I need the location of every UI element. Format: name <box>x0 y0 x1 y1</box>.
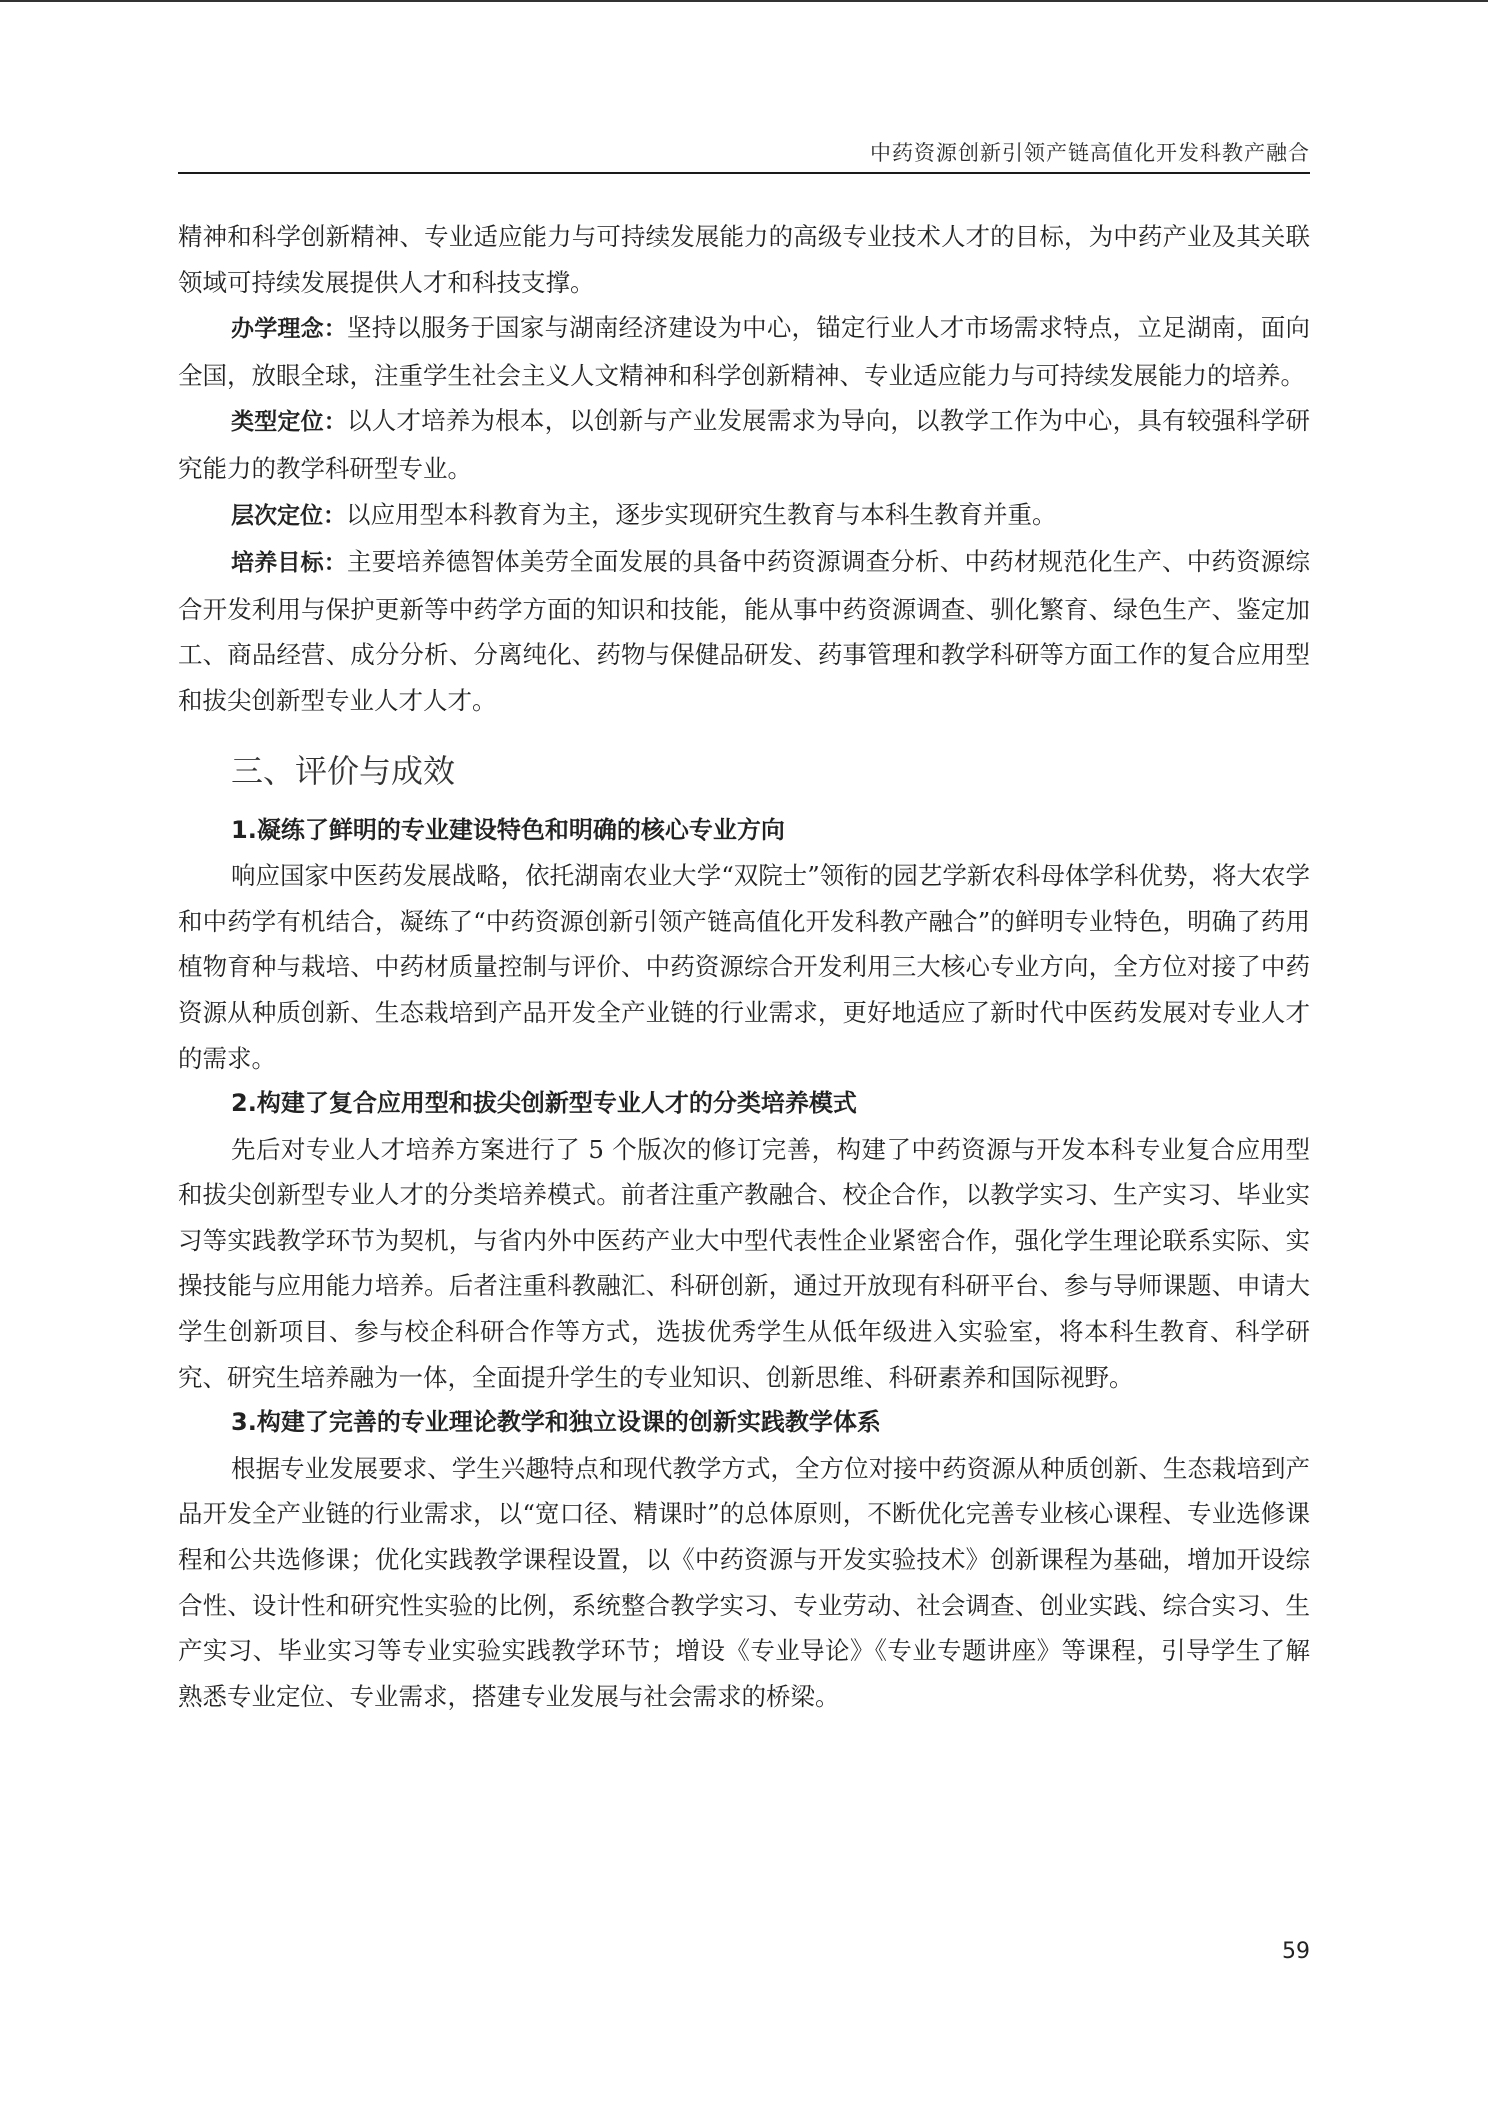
subsection-heading-2: 2.构建了复合应用型和拔尖创新型专业人才的分类培养模式 <box>231 1089 857 1118</box>
item-text: 主要培养德智体美劳全面发展的具备中药资源调查分析、中药材规范化生产、中药资源综合开发利用与保护更新等中药学方面的知识和技能，能从事中药资源调查、驯化繁育、绿色生产、鉴定加工、商品经营、成分分析、分离纯化、药物与保健品研发、药事管理和教学科研等方面工作的复合应用型和拔尖创新型专业人才人才。 <box>178 547 1311 715</box>
running-header: 中药资源创新引领产链高值化开发科教产融合 <box>870 141 1310 165</box>
section-title: 三、评价与成效 <box>231 751 456 790</box>
item-paragraph-goal <box>178 539 1310 723</box>
page-body <box>178 214 1310 1719</box>
item-text: 坚持以服务于国家与湖南经济建设为中心，锚定行业人才市场需求特点，立足湖南，面向全国，放眼全球，注重学生社会主义人文精神和科学创新精神、专业适应能力与可持续发展能力的培养。 <box>178 313 1311 390</box>
item-text: 以应用型本科教育为主，逐步实现研究生教育与本科生教育并重。 <box>346 499 1057 529</box>
subsection-paragraph-2: 先后对专业人才培养方案进行了 5 个版次的修订完善，构建了中药资源与开发本科专业复合应用型和拔尖创新型专业人才的分类培养模式。前者注重产教融合、校企合作，以教学实习、生产实习、毕业实习等实践教学环节为契机，与省内外中医药产业大中型代表性企业紧密合作，强化学生理论联系实际、实操技能与应用能力培养。后者注重科教融汇、科研创新，通过开放现有科研平台、参与导师课题、申请大学生创新项目、参与校企科研合作等方式，选拔优秀学生从低年级进入实验室，将本科生教育、科学研究、研究生培养融为一体，全面提升学生的专业知识、创新思维、科研素养和国际视野。 <box>178 1134 1310 1392</box>
subsection-paragraph-3: 根据专业发展要求、学生兴趣特点和现代教学方式，全方位对接中药资源从种质创新、生态栽培到产品开发全产业链的行业需求，以“宽口径、精课时”的总体原则，不断优化完善专业核心课程、专业选修课程和公共选修课；优化实践教学课程设置，以《中药资源与开发实验技术》创新课程为基础，增加开设综合性、设计性和研究性实验的比例，系统整合教学实习、专业劳动、社会调查、创业实践、综合实习、生产实习、毕业实习等专业实验实践教学环节；增设《专业导论》《专业专题讲座》等课程，引导学生了解熟悉专业定位、专业需求，搭建专业发展与社会需求的桥梁。 <box>178 1453 1310 1711</box>
item-label: 类型定位： <box>231 409 347 436</box>
item-paragraph-level <box>178 492 1310 540</box>
header-rule <box>178 172 1310 174</box>
item-text: 以人才培养为根本，以创新与产业发展需求为导向，以教学工作为中心，具有较强科学研究能力的教学科研型专业。 <box>178 406 1311 483</box>
subsection-heading-1: 1.凝练了鲜明的专业建设特色和明确的核心专业方向 <box>231 815 785 844</box>
top-border-rule <box>0 0 1488 2</box>
page-number: 59 <box>1282 1939 1310 1964</box>
item-label: 层次定位： <box>231 502 346 529</box>
item-paragraph-type <box>178 398 1310 491</box>
item-paragraph-philosophy <box>178 305 1310 398</box>
intro-continuation-paragraph: 精神和科学创新精神、专业适应能力与可持续发展能力的高级专业技术人才的目标，为中药产业及其关联领域可持续发展提供人才和科技支撑。 <box>178 222 1310 297</box>
subsection-paragraph-1: 响应国家中医药发展战略，依托湖南农业大学“双院士”领衔的园艺学新农科母体学科优势，将大农学和中药学有机结合，凝练了“中药资源创新引领产链高值化开发科教产融合”的鲜明专业特色，明确了药用植物育种与栽培、中药材质量控制与评价、中药资源综合开发利用三大核心专业方向，全方位对接了中药资源从种质创新、生态栽培到产品开发全产业链的行业需求，更好地适应了新时代中医药发展对专业人才的需求。 <box>178 861 1310 1073</box>
subsection-heading-3: 3.构建了完善的专业理论教学和独立设课的创新实践教学体系 <box>231 1408 881 1437</box>
item-label: 培养目标： <box>231 550 347 577</box>
item-label: 办学理念： <box>231 316 347 343</box>
